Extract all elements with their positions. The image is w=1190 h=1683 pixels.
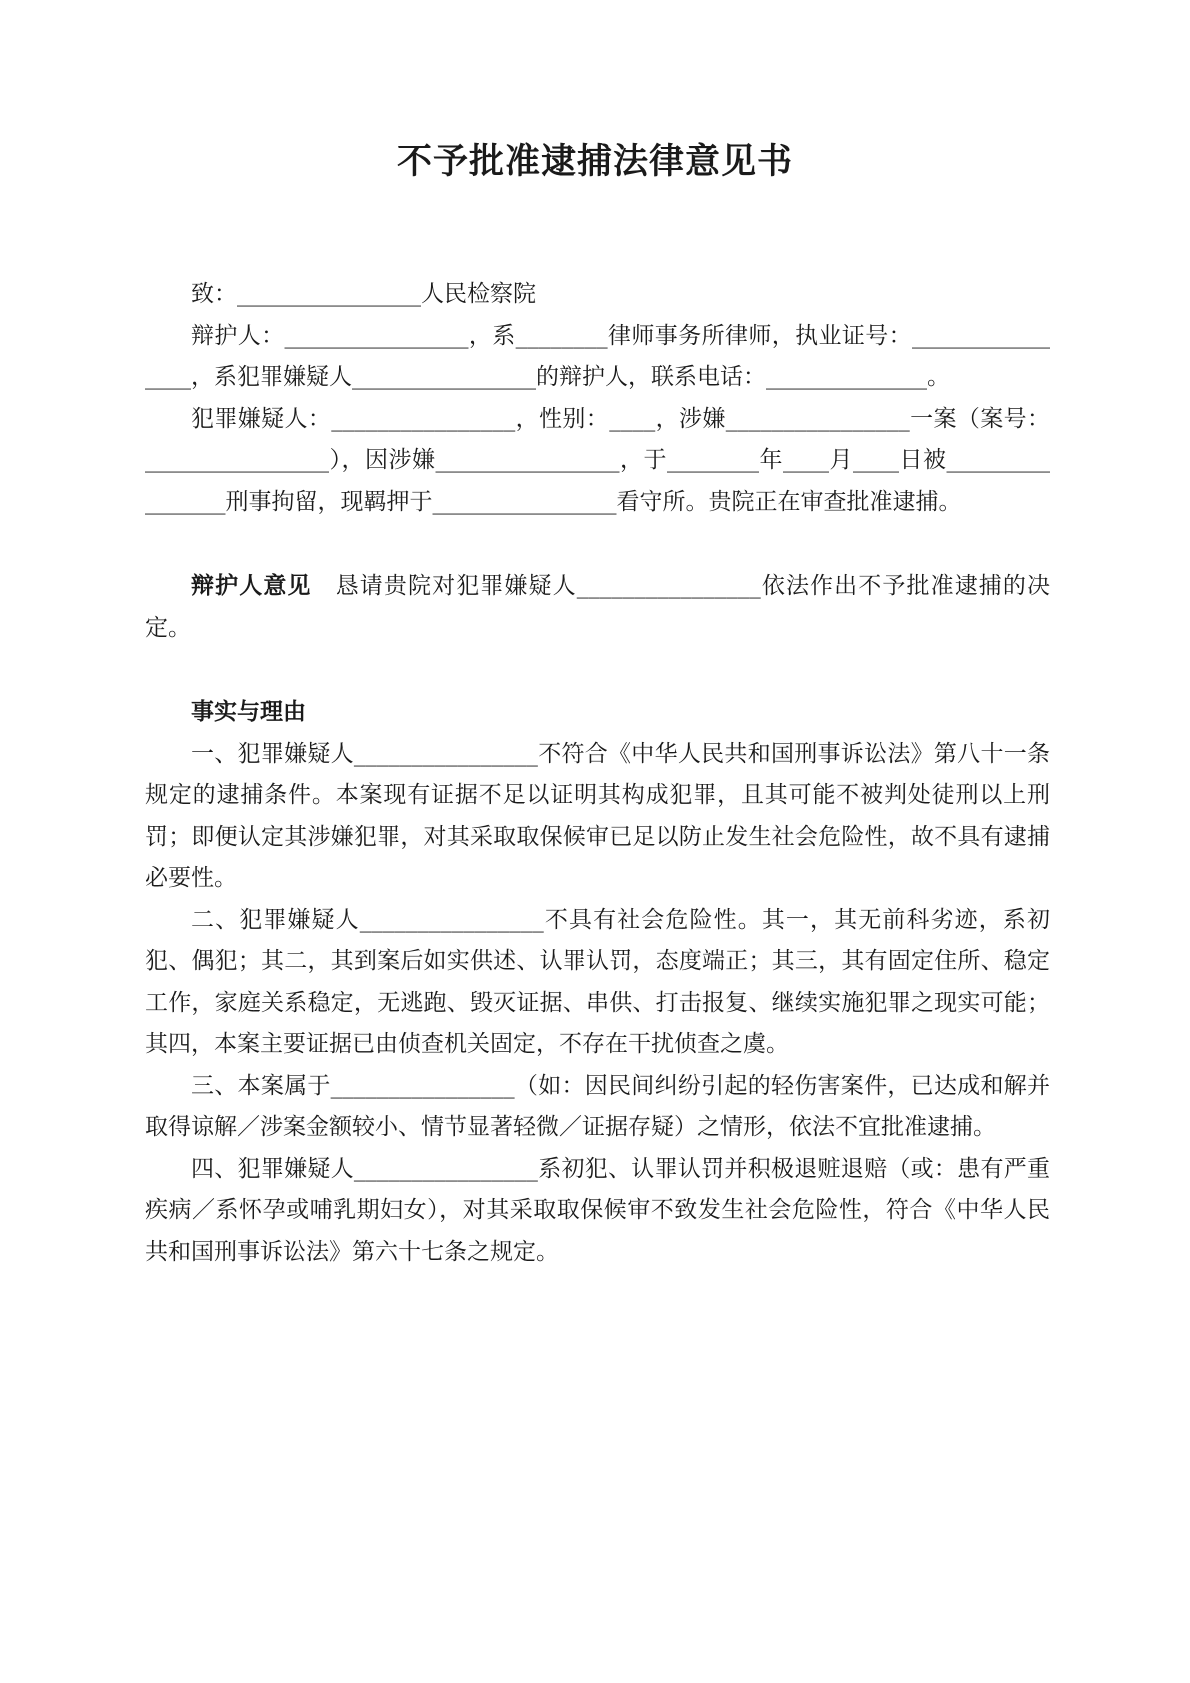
opinion-paragraph	[145, 566, 1050, 649]
reason-paragraph-4: 四、犯罪嫌疑人________________系初犯、认罪认罚并积极退赃退赔（或：患有严重疾病／系怀孕或哺乳期妇女），对其采取取保候审不致发生社会危险性，符合《中华人民共和国刑事诉讼法》第六十七条之规定。	[145, 1155, 1050, 1265]
opinion-label: 辩护人意见	[191, 573, 312, 599]
reason-paragraph-1: 一、犯罪嫌疑人________________不符合《中华人民共和国刑事诉讼法》第八十一条规定的逮捕条件。本案现有证据不足以证明其构成犯罪，且其可能不被判处徒刑以上刑罚；即便认定其涉嫌犯罪，对其采取取保候审已足以防止发生社会危险性，故不具有逮捕必要性。	[145, 740, 1050, 891]
suspect-paragraph: 犯罪嫌疑人：________________，性别：____，涉嫌________________一案（案号：________________），因涉嫌________________，于________年____月____日被________________刑事拘留，现羁押于________________看守所。贵院正在审查批准逮捕。	[145, 405, 1050, 515]
document-body	[145, 274, 1050, 1273]
reason-paragraph-2: 二、犯罪嫌疑人________________不具有社会危险性。其一，其无前科劣迹，系初犯、偶犯；其二，其到案后如实供述、认罪认罚，态度端正；其三，其有固定住所、稳定工作，家庭关系稳定，无逃跑、毁灭证据、串供、打击报复、继续实施犯罪之现实可能；其四，本案主要证据已由侦查机关固定，不存在干扰侦查之虞。	[145, 906, 1050, 1057]
to-line: 致：________________人民检察院	[191, 281, 536, 307]
facts-heading: 事实与理由	[191, 699, 306, 725]
document-title: 不予批准逮捕法律意见书	[396, 142, 793, 182]
opinion-text: 恳请贵院对犯罪嫌疑人________________依法作出不予批准逮捕的决定。	[145, 573, 1051, 641]
reason-paragraph-3: 三、本案属于________________（如：因民间纠纷引起的轻伤害案件，已达成和解并取得谅解／涉案金额较小、情节显著轻微／证据存疑）之情形，依法不宜批准逮捕。	[145, 1072, 1050, 1140]
defender-paragraph: 辩护人：________________，系________律师事务所律师，执业证号：________________，系犯罪嫌疑人________________的辩护人，联系电话：______________。	[145, 322, 1050, 390]
